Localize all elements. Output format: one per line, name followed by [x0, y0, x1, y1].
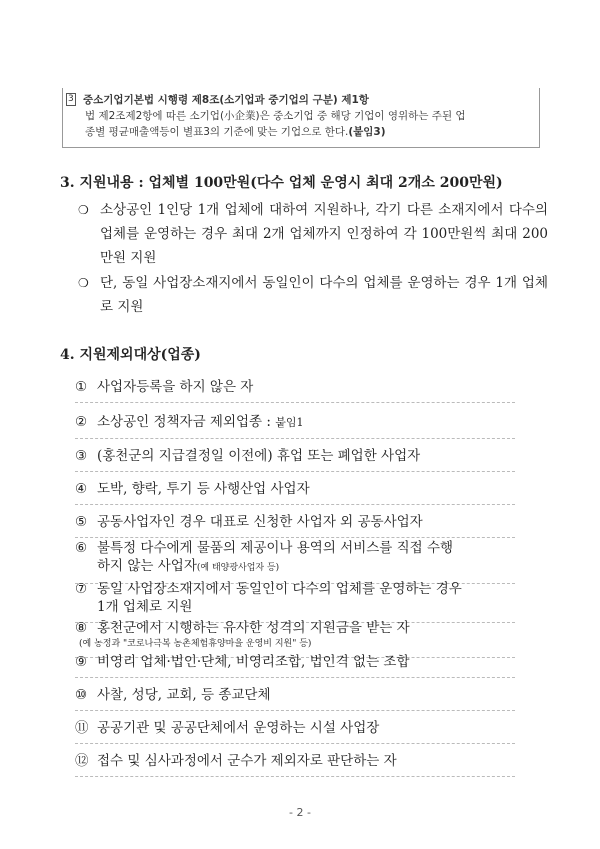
item-number: ③ [75, 448, 88, 464]
item-number: ⑤ [75, 514, 88, 530]
item-note: (예 농정과 "코로나극복 농촌체험휴양마을 운영비 지원" 등) [79, 639, 312, 649]
item-text: 도박, 향락, 투기 등 사행산업 사업자 [97, 481, 310, 497]
exclusion-item [75, 539, 515, 584]
bullet-item: ❍ 소상공인 1인당 1개 업체에 대하여 지원하나, 각기 다른 소재지에서 다수의 업체를 운영하는 경우 최대 2개 업체까지 인정하여 각 100만원씩 최대 200만원 지원 [78, 198, 548, 270]
exclusion-item [75, 653, 515, 678]
item-number: ⑫ [75, 753, 89, 769]
item-number: ⑪ [75, 720, 89, 736]
item-note: (예 태양광사업자 등) [196, 563, 280, 573]
item-number: ⑦ [75, 581, 88, 597]
exclusion-item [75, 580, 515, 623]
item-text: 동일 사업장소재지에서 동일인이 다수의 업체를 운영하는 경우 [97, 581, 462, 597]
item-text: 공공기관 및 공공단체에서 운영하는 시설 사업장 [97, 720, 380, 736]
exclusion-item [75, 378, 515, 403]
exclusion-item [75, 686, 515, 711]
item-text-cont: 하지 않는 사업자 [97, 558, 197, 574]
item-number: ② [75, 414, 88, 430]
item-number: ⑩ [75, 687, 88, 703]
circle-bullet-icon: ❍ [78, 203, 89, 217]
item-text: 불특정 다수에게 물품의 제공이나 용역의 서비스를 직접 수행 [97, 540, 454, 556]
item-text: 소상공인 정책자금 제외업종 : [97, 414, 276, 430]
section-4-heading: 4. 지원제외대상(업종) [60, 347, 201, 363]
circle-bullet-icon: ❍ [78, 276, 89, 290]
item-text: (홍천군의 지급결정일 이전에) 휴업 또는 폐업한 사업자 [97, 448, 421, 464]
note-ref: (붙임3) [348, 126, 386, 138]
section-3-heading: 3. 지원내용 : 업체별 100만원(다수 업체 운영시 최대 2개소 200만원) [60, 175, 503, 191]
item-text: 사찰, 성당, 교회, 등 종교단체 [97, 687, 271, 703]
exclusion-item [75, 413, 515, 439]
item-note: 붙임1 [275, 416, 304, 429]
exclusion-item [75, 513, 515, 538]
item-text: 공동사업자인 경우 대표로 신청한 사업자 외 공동사업자 [97, 514, 423, 530]
item-text: 홍천군에서 시행하는 유사한 성격의 지원금을 받는 자 [97, 620, 410, 636]
item-text-cont: 1개 업체로 지원 [97, 599, 193, 615]
note-line-2: 종별 평균매출액등이 별표3의 기준에 맞는 기업으로 한다. [85, 126, 349, 138]
note-number: 3 [68, 94, 74, 104]
item-number: ⑧ [75, 620, 88, 636]
item-text: 접수 및 심사과정에서 군수가 제외자로 판단하는 자 [97, 753, 397, 769]
item-number: ④ [75, 481, 88, 497]
law-note-box [62, 88, 540, 148]
item-number: ① [75, 379, 88, 395]
item-number: ⑥ [75, 540, 88, 556]
note-title: 중소기업기본법 시행령 제8조(소기업과 중기업의 구분) 제1항 [83, 94, 369, 106]
exclusion-item [75, 447, 515, 472]
item-text: 사업자등록을 하지 않은 자 [97, 379, 254, 395]
exclusion-item [75, 480, 515, 505]
exclusion-item [75, 719, 515, 744]
bullet-item: ❍ 단, 동일 사업장소재지에서 동일인이 다수의 업체를 운영하는 경우 1개 업체로 지원 [78, 271, 548, 319]
item-number: ⑨ [75, 654, 88, 670]
item-text: 비영리 업체·법인·단체, 비영리조합, 법인격 없는 조합 [97, 654, 410, 670]
exclusion-item [75, 752, 515, 777]
page-number: - 2 - [289, 806, 311, 819]
note-line-1: 법 제2조제2항에 따른 소기업(小企業)은 중소기업 중 해당 기업이 영위하는 주된 업 [85, 110, 466, 122]
